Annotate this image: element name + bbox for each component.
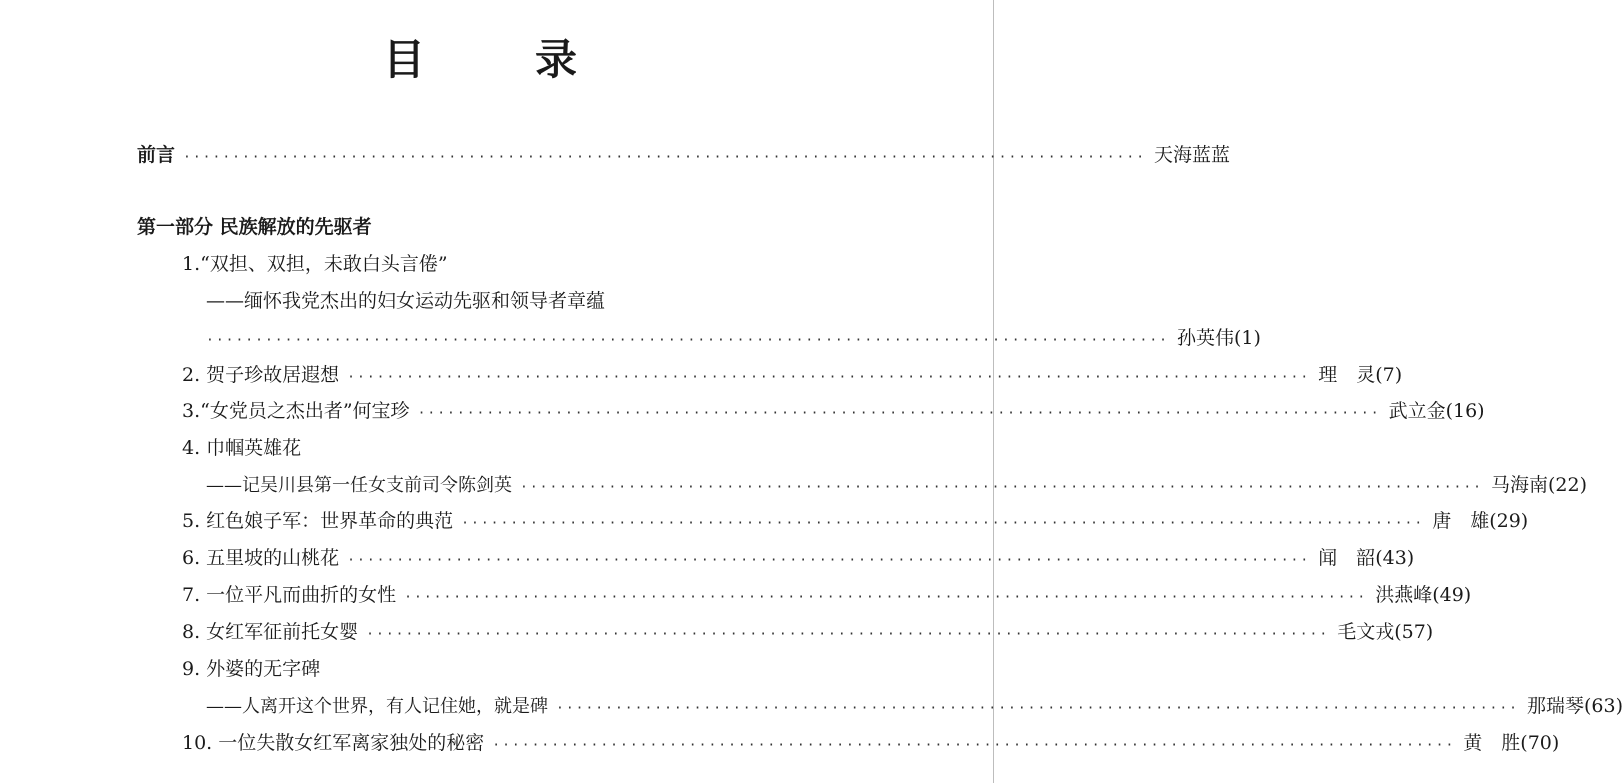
toc-entry-10[interactable]: [182, 731, 1560, 758]
toc-entry-5[interactable]: [182, 509, 1529, 536]
toc-entry-title[interactable]: 1.“双担、双担，未敢白头言倦”: [182, 253, 448, 275]
entry-title: 8. 女红军征前托女婴: [182, 621, 359, 643]
entry-title: 7. 一位平凡而曲折的女性: [182, 584, 397, 606]
toc-entry-4-sub[interactable]: [206, 473, 1588, 500]
toc-entry-2[interactable]: [182, 363, 1403, 390]
entry-author: 毛文戎(57): [1337, 621, 1434, 643]
toc-entry-7[interactable]: [182, 583, 1472, 610]
toc-entry-title[interactable]: 4. 巾帼英雄花: [182, 437, 302, 459]
leader-dots: ··································································································: [347, 553, 1311, 568]
entry-author: 天海蓝蓝: [1154, 144, 1231, 166]
leader-dots: ··································································································: [404, 590, 1368, 605]
leader-dots: ··································································································: [347, 370, 1311, 385]
entry-author: 闻 韶(43): [1318, 547, 1415, 569]
entry-title: 前言: [137, 144, 176, 166]
entry-author: 马海南(22): [1491, 474, 1588, 496]
entry-title: 6. 五里坡的山桃花: [182, 547, 340, 569]
entry-author: 黄 胜(70): [1463, 732, 1560, 754]
leader-dots: ··································································································: [492, 738, 1456, 753]
toc-entry-1-leader[interactable]: [206, 326, 1261, 353]
entry-title: 10. 一位失散女红军离家独处的秘密: [182, 732, 485, 754]
leader-dots: ··································································································: [366, 627, 1330, 642]
entry-subtitle: ——人离开这个世界，有人记住她，就是碑: [206, 696, 548, 717]
entry-subtitle: ——记吴川县第一任女支前司令陈剑英: [206, 475, 512, 496]
toc-entry-preface[interactable]: [137, 143, 1231, 170]
leader-dots: ··································································································: [417, 406, 1381, 421]
leader-dots: ··································································································: [183, 150, 1147, 165]
entry-author: 武立金(16): [1388, 400, 1485, 422]
toc-title: 目 录: [382, 35, 611, 84]
leader-dots: ··································································································: [461, 516, 1425, 531]
toc-entry-subtitle: ——缅怀我党杰出的妇女运动先驱和领导者章蕴: [206, 290, 606, 312]
leader-dots: ··································································································: [206, 333, 1170, 348]
entry-title: 5. 红色娘子军：世界革命的典范: [182, 510, 454, 532]
entry-author: 孙英伟(1): [1177, 327, 1261, 349]
toc-entry-8[interactable]: [182, 620, 1434, 647]
section-heading: 第一部分 民族解放的先驱者: [137, 216, 372, 238]
entry-title: 3.“女党员之杰出者”何宝珍: [182, 400, 410, 422]
toc-entry-6[interactable]: [182, 546, 1415, 573]
leader-dots: ··································································································: [520, 480, 1484, 495]
entry-author: 唐 雄(29): [1432, 510, 1529, 532]
leader-dots: ··································································································: [556, 701, 1520, 716]
entry-author: 洪燕峰(49): [1375, 584, 1472, 606]
entry-title: 2. 贺子珍故居遐想: [182, 364, 340, 386]
toc-entry-3[interactable]: [182, 399, 1485, 426]
toc-entry-9-sub[interactable]: [206, 694, 1623, 721]
toc-entry-title[interactable]: 9. 外婆的无字碑: [182, 658, 321, 680]
entry-author: 理 灵(7): [1318, 364, 1403, 386]
entry-author: 那瑞琴(63): [1527, 695, 1623, 717]
